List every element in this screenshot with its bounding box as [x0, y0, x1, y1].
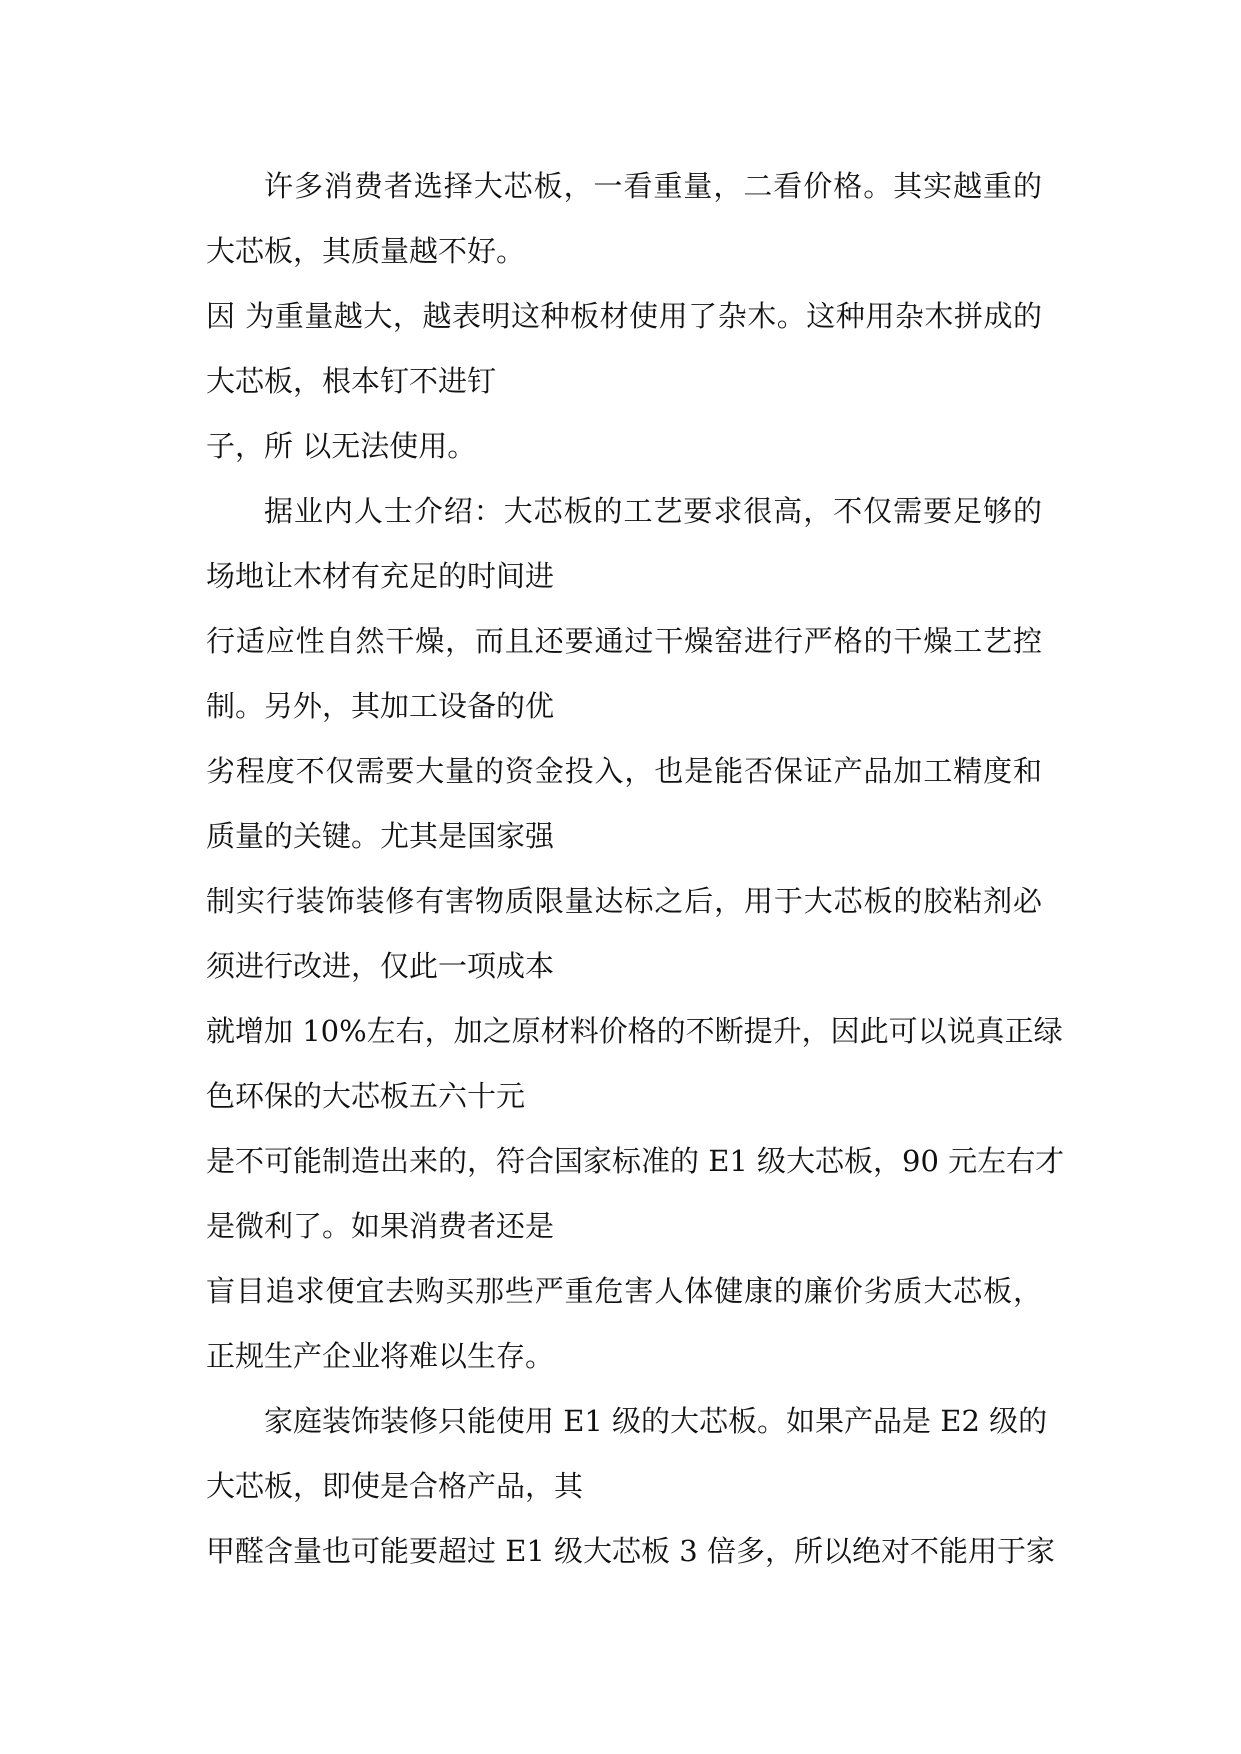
document-body: [206, 154, 1065, 1584]
text-line: 制实行装饰装修有害物质限量达标之后，用于大芯板的胶粘剂必: [206, 884, 1042, 918]
text-line: 场地让木材有充足的时间进: [206, 559, 555, 593]
text-line: 是不可能制造出来的，符合国家标准的 E1 级大芯板，90 元左右才: [206, 1144, 1065, 1178]
text-line: 盲目追求便宜去购买那些严重危害人体健康的廉价劣质大芯板，: [206, 1274, 1042, 1308]
text-line: 制。另外，其加工设备的优: [206, 689, 555, 723]
text-line: 是微利了。如果消费者还是: [206, 1209, 555, 1243]
text-line: 据业内人士介绍：大芯板的工艺要求很高，不仅需要足够的: [264, 494, 1042, 528]
text-line: 子，所 以无法使用。: [206, 429, 477, 463]
text-line: 甲醛含量也可能要超过 E1 级大芯板 3 倍多，所以绝对不能用于家: [206, 1534, 1055, 1568]
text-line: 许多消费者选择大芯板，一看重量，二看价格。其实越重的: [264, 169, 1042, 203]
text-line: 因 为重量越大，越表明这种板材使用了杂木。这种用杂木拼成的: [206, 299, 1042, 333]
text-line: 大芯板，即使是合格产品，其: [206, 1469, 584, 1503]
text-line: 行适应性自然干燥，而且还要通过干燥窑进行严格的干燥工艺控: [206, 624, 1042, 658]
text-line: 就增加 10%左右，加之原材料价格的不断提升，因此可以说真正绿: [206, 1014, 1063, 1048]
text-line: 正规生产企业将难以生存。: [206, 1339, 555, 1373]
text-line: 家庭装饰装修只能使用 E1 级的大芯板。如果产品是 E2 级的: [264, 1404, 1048, 1438]
text-line: 须进行改进，仅此一项成本: [206, 949, 555, 983]
text-line: 色环保的大芯板五六十元: [206, 1079, 526, 1113]
text-line: 劣程度不仅需要大量的资金投入，也是能否保证产品加工精度和: [206, 754, 1042, 788]
text-line: 大芯板，其质量越不好。: [206, 234, 526, 268]
text-line: 大芯板，根本钉不进钉: [206, 364, 497, 398]
text-line: 质量的关键。尤其是国家强: [206, 819, 555, 853]
